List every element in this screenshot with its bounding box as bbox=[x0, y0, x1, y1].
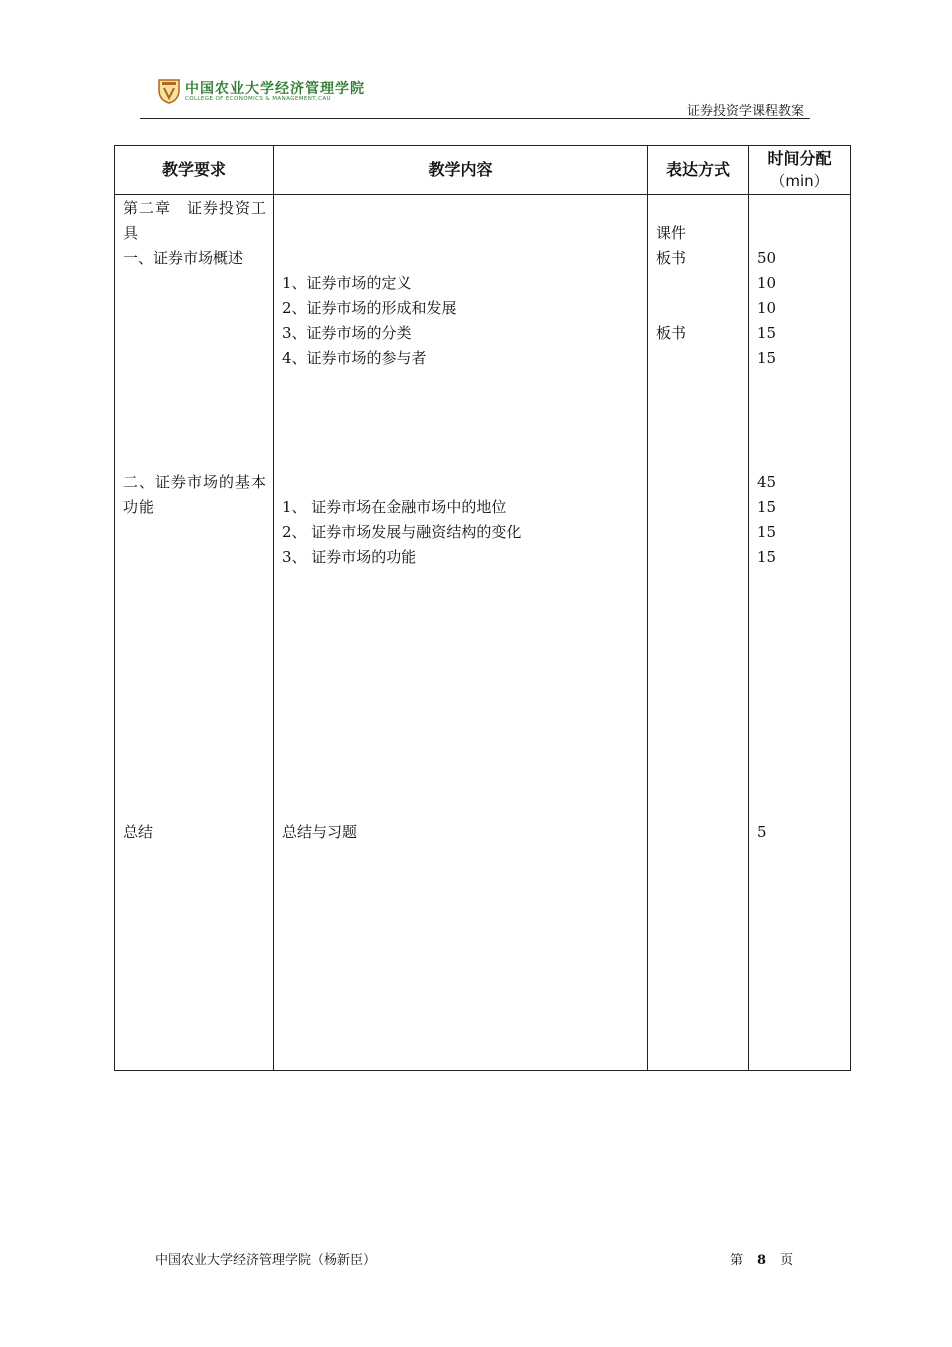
time-cell bbox=[749, 195, 851, 1071]
header-method: 表达方式 bbox=[648, 146, 749, 195]
time-value: 45 bbox=[757, 473, 777, 491]
time-value: 10 bbox=[757, 274, 777, 292]
method-cell bbox=[648, 195, 749, 1071]
time-value: 10 bbox=[757, 299, 777, 317]
table-body-row bbox=[115, 195, 851, 1071]
section3-requirement: 总结 bbox=[123, 823, 154, 841]
header-time bbox=[749, 146, 851, 195]
requirement-cell bbox=[115, 195, 274, 1071]
logo-chinese-name: 中国农业大学经济管理学院 bbox=[185, 81, 365, 97]
list-item: 2、 证券市场发展与融资结构的变化 bbox=[282, 523, 522, 541]
course-title: 证券投资学课程教案 bbox=[686, 104, 804, 119]
page-prefix: 第 bbox=[730, 1253, 744, 1268]
list-item: 3、 证券市场的功能 bbox=[282, 548, 417, 566]
section1-requirement: 一、证券市场概述 bbox=[123, 249, 244, 267]
page-suffix: 页 bbox=[780, 1253, 794, 1268]
header-time-label: 时间分配 bbox=[767, 149, 832, 168]
list-item: 4、证券市场的参与者 bbox=[282, 349, 427, 367]
logo-english-name: COLLEGE OF ECONOMICS & MANAGEMENT,CAU bbox=[185, 96, 331, 102]
list-item: 1、 证券市场在金融市场中的地位 bbox=[282, 498, 507, 516]
time-value: 15 bbox=[757, 324, 777, 342]
time-value: 15 bbox=[757, 548, 777, 566]
list-item: 2、证券市场的形成和发展 bbox=[282, 299, 457, 317]
chapter-title: 第二章 证券投资工具 bbox=[123, 199, 268, 242]
summary-content: 总结与习题 bbox=[282, 823, 358, 841]
lesson-plan-table bbox=[114, 145, 851, 1071]
header-requirement: 教学要求 bbox=[115, 146, 274, 195]
time-value: 5 bbox=[757, 823, 767, 841]
page-number: 8 bbox=[757, 1253, 767, 1268]
method-blackboard: 板书 bbox=[656, 324, 687, 342]
method-courseware: 课件 bbox=[656, 224, 687, 242]
time-value: 50 bbox=[757, 249, 777, 267]
method-blackboard: 板书 bbox=[656, 249, 687, 267]
college-emblem-icon bbox=[157, 78, 181, 104]
page-number-label bbox=[730, 1249, 793, 1268]
table-header-row bbox=[115, 146, 851, 195]
header-content: 教学内容 bbox=[274, 146, 648, 195]
footer-author: 中国农业大学经济管理学院（杨新臣） bbox=[155, 1253, 377, 1268]
section2-requirement: 二、证券市场的基本功能 bbox=[123, 473, 268, 516]
list-item: 1、证券市场的定义 bbox=[282, 274, 412, 292]
content-cell bbox=[274, 195, 648, 1071]
header-divider bbox=[140, 118, 810, 119]
time-value: 15 bbox=[757, 349, 777, 367]
time-value: 15 bbox=[757, 523, 777, 541]
list-item: 3、证券市场的分类 bbox=[282, 324, 412, 342]
time-value: 15 bbox=[757, 498, 777, 516]
header-time-unit: （min） bbox=[770, 172, 829, 190]
